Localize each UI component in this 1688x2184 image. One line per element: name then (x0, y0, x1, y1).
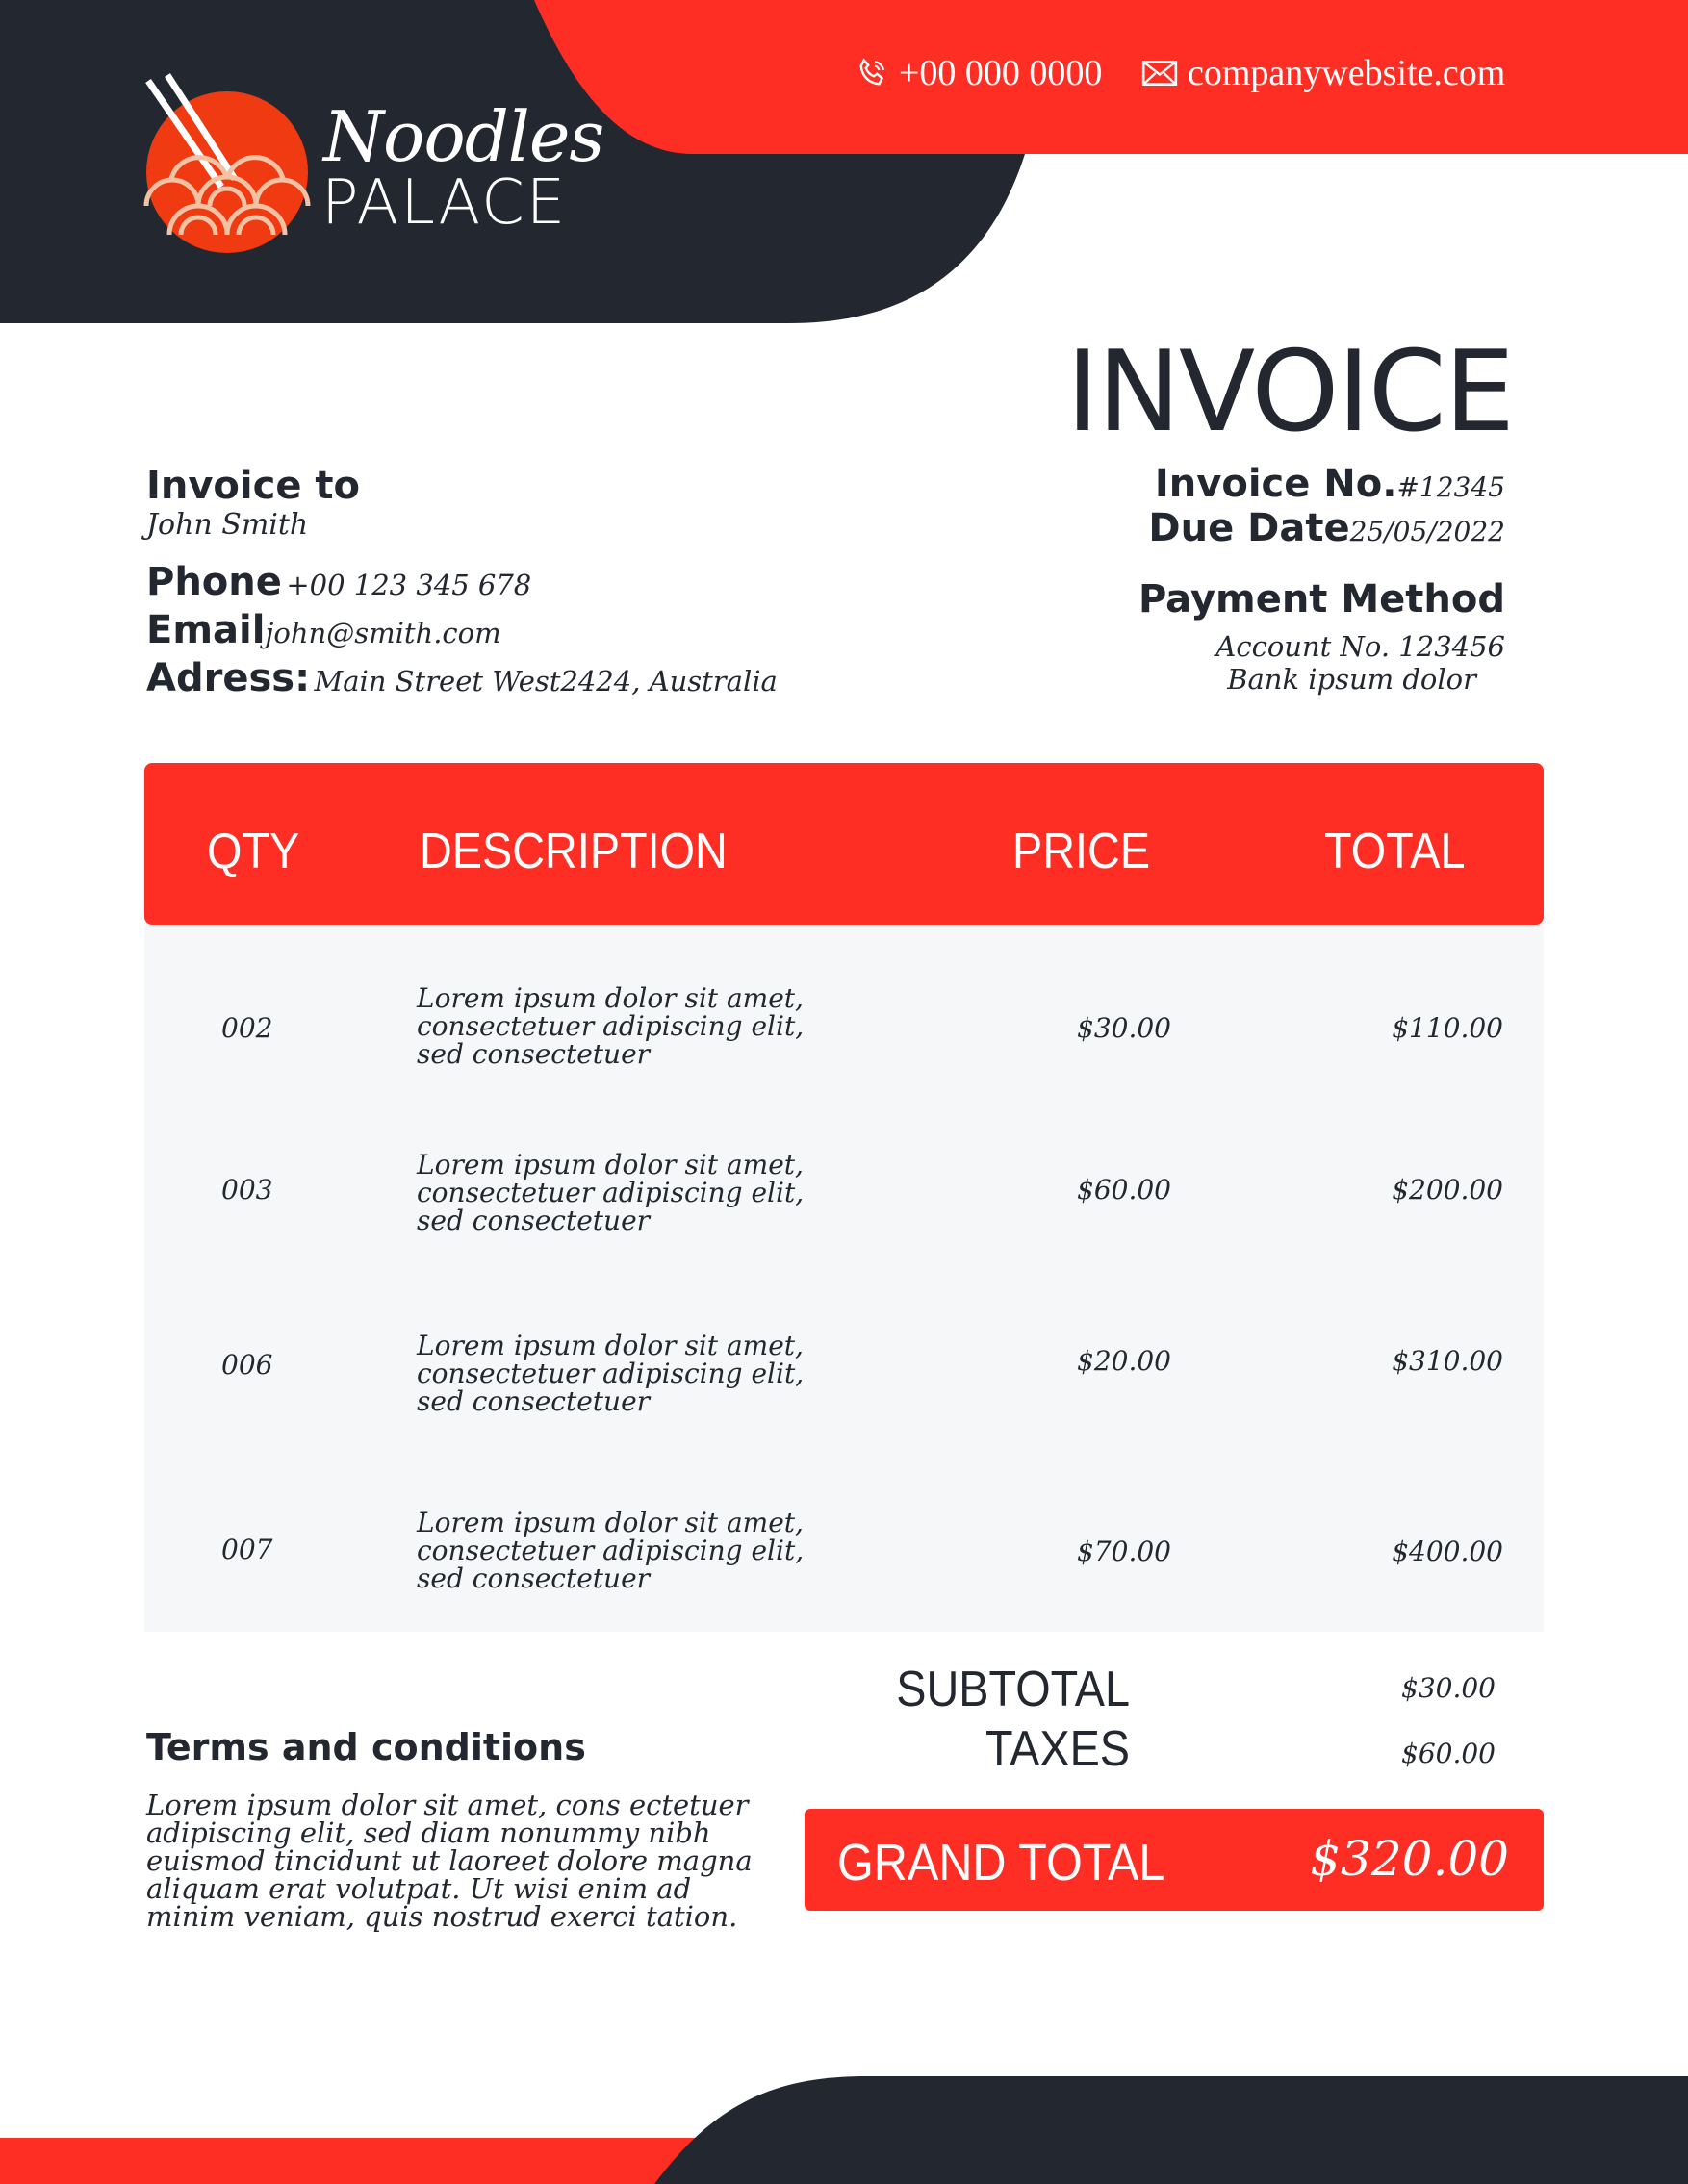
row-description (417, 1509, 840, 1592)
client-email-row (146, 608, 501, 652)
phone-label: Phone (146, 560, 282, 604)
header-price: PRICE (1012, 824, 1151, 879)
due-date-label: Due Date (1148, 506, 1350, 550)
taxes-value: $60.00 (1401, 1738, 1496, 1769)
terms-line: minim veniam, quis nostrud exerci tation. (146, 1900, 738, 1933)
row-price: $60.00 (1077, 1174, 1171, 1206)
client-address: Main Street West2424, Australia (314, 665, 778, 698)
row-total: $110.00 (1392, 1012, 1503, 1044)
subtotal-value: $30.00 (1401, 1672, 1496, 1704)
due-date-row (1148, 506, 1505, 550)
bank-name: Bank ipsum dolor (1227, 663, 1476, 696)
client-address-row (146, 656, 778, 700)
logo-script-text: Noodles (323, 96, 604, 177)
row-total: $400.00 (1392, 1536, 1503, 1567)
row-description-line: Lorem ipsum dolor sit amet, (417, 1507, 804, 1538)
row-description-line: Lorem ipsum dolor sit amet, (417, 982, 804, 1014)
grand-total-value: $320.00 (1310, 1831, 1509, 1887)
noodle-bowl-logo-icon (142, 71, 312, 254)
row-qty: 003 (221, 1174, 273, 1206)
header-qty: QTY (207, 824, 300, 879)
row-price: $30.00 (1077, 1012, 1171, 1044)
row-qty: 006 (221, 1349, 273, 1381)
terms-title: Terms and conditions (146, 1726, 586, 1768)
row-qty: 002 (221, 1012, 273, 1044)
row-description (417, 984, 840, 1068)
client-phone: +00 123 345 678 (286, 569, 532, 601)
terms-line: Lorem ipsum dolor sit amet, cons ectetuer (146, 1789, 749, 1821)
row-description-line: sed consectetuer (417, 1205, 651, 1236)
row-description-line: sed consectetuer (417, 1038, 651, 1070)
row-qty: 007 (221, 1534, 273, 1565)
header-phone[interactable] (855, 50, 1102, 96)
row-description-line: consectetuer adipiscing elit, (417, 1010, 805, 1042)
invoice-number-row (1155, 462, 1505, 506)
client-phone-row (146, 560, 531, 604)
terms-line: aliquam erat volutpat. Ut wisi enim ad (146, 1872, 692, 1905)
row-description (417, 1151, 840, 1234)
terms-text (146, 1791, 762, 1931)
invoice-to-label: Invoice to (146, 464, 360, 508)
subtotal-label: SUBTOTAL (896, 1662, 1130, 1717)
header-website-text: companywebsite.com (1188, 53, 1506, 93)
table-body (144, 925, 1544, 1632)
invoice-number: #12345 (1396, 471, 1505, 503)
row-description-line: sed consectetuer (417, 1385, 651, 1417)
address-label: Adress: (146, 656, 311, 700)
header-description: DESCRIPTION (420, 824, 728, 879)
row-description-line: sed consectetuer (417, 1562, 651, 1594)
header-website[interactable] (1141, 50, 1505, 96)
row-description-line: consectetuer adipiscing elit, (417, 1535, 805, 1566)
account-number: Account No. 123456 (1215, 630, 1505, 663)
logo-palace-text: PALACE (321, 167, 568, 239)
invoice-title: INVOICE (1065, 327, 1513, 457)
row-total: $310.00 (1392, 1345, 1503, 1377)
row-description-line: Lorem ipsum dolor sit amet, (417, 1330, 804, 1361)
payment-method-label: Payment Method (1138, 577, 1505, 622)
row-description (417, 1332, 840, 1415)
row-price: $70.00 (1077, 1536, 1171, 1567)
row-description-line: consectetuer adipiscing elit, (417, 1358, 805, 1389)
header-phone-text: +00 000 0000 (899, 53, 1103, 93)
phone-icon (855, 56, 889, 90)
invoice-number-label: Invoice No. (1154, 462, 1397, 506)
grand-total-label: GRAND TOTAL (837, 1834, 1165, 1892)
header-total: TOTAL (1324, 824, 1466, 879)
terms-line: euismod tincidunt ut laoreet dolore magna (146, 1844, 753, 1877)
row-description-line: Lorem ipsum dolor sit amet, (417, 1149, 804, 1181)
client-email: john@smith.com (265, 617, 501, 649)
client-name: John Smith (146, 508, 309, 542)
footer-background (0, 2069, 1688, 2184)
email-label: Email (146, 608, 266, 652)
due-date: 25/05/2022 (1349, 516, 1505, 547)
terms-line: adipiscing elit, sed diam nonummy nibh (146, 1816, 711, 1849)
row-price: $20.00 (1077, 1345, 1171, 1377)
mail-icon (1141, 57, 1178, 89)
row-description-line: consectetuer adipiscing elit, (417, 1177, 805, 1208)
taxes-label: TAXES (985, 1721, 1130, 1777)
row-total: $200.00 (1392, 1174, 1503, 1206)
